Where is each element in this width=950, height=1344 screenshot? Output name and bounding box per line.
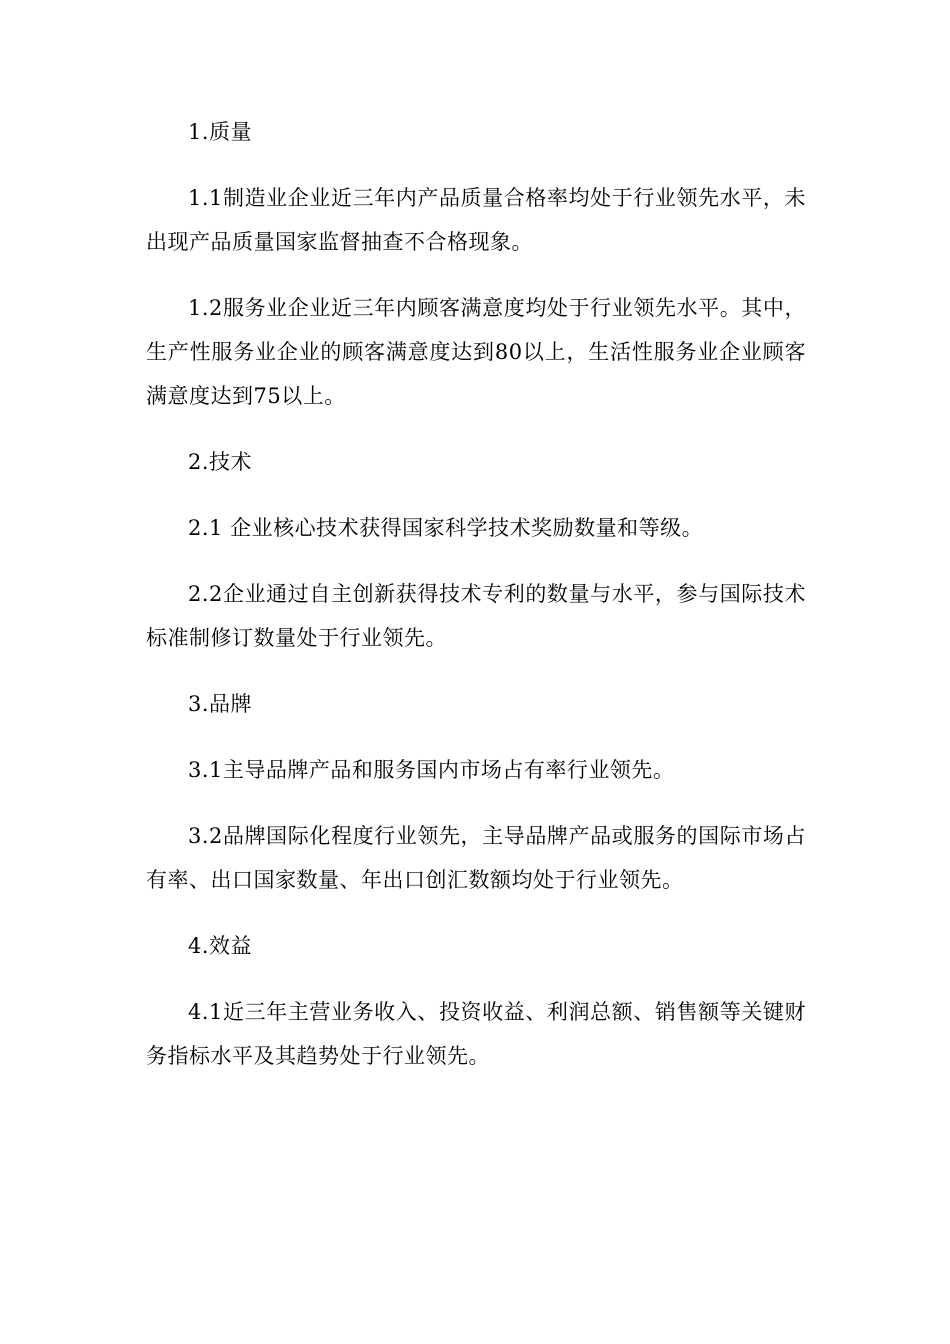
paragraph-2-1: 2.1 企业核心技术获得国家科学技术奖励数量和等级。: [188, 516, 704, 540]
paragraph-3-1: 3.1主导品牌产品和服务国内市场占有率行业领先。: [188, 758, 675, 782]
paragraph-2-2: 2.2企业通过自主创新获得技术专利的数量与水平，参与国际技术标准制修订数量处于行业领先。: [146, 582, 806, 650]
section-heading-quality: 1.质量: [188, 120, 253, 144]
paragraph-4-1: 4.1近三年主营业务收入、投资收益、利润总额、销售额等关键财务指标水平及其趋势处于行业领先。: [146, 1000, 806, 1068]
section-heading-benefit: 4.效益: [188, 934, 253, 958]
paragraph-3-2: 3.2品牌国际化程度行业领先，主导品牌产品或服务的国际市场占有率、出口国家数量、年出口创汇数额均处于行业领先。: [146, 824, 806, 892]
document-page: [146, 110, 806, 1100]
section-heading-brand: 3.品牌: [188, 692, 253, 716]
paragraph-1-1: 1.1制造业企业近三年内产品质量合格率均处于行业领先水平，未出现产品质量国家监督抽查不合格现象。: [146, 186, 806, 254]
section-heading-technology: 2.技术: [188, 450, 253, 474]
paragraph-1-2: 1.2服务业企业近三年内顾客满意度均处于行业领先水平。其中，生产性服务业企业的顾客满意度达到80以上，生活性服务业企业顾客满意度达到75以上。: [146, 296, 806, 408]
